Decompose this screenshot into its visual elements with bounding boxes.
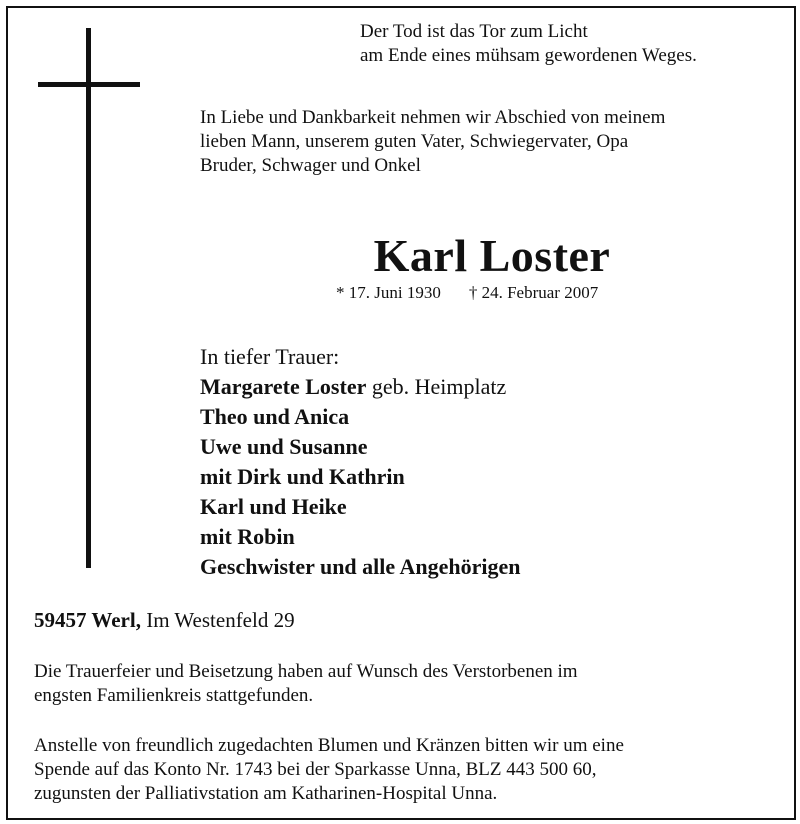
cross-icon-bar <box>38 82 140 87</box>
donation-line: Anstelle von freundlich zugedachten Blumen und Kränzen bitten wir um eine <box>34 735 624 756</box>
intro-line: Bruder, Schwager und Onkel <box>200 155 421 176</box>
mourner-maiden-name: geb. Heimplatz <box>366 374 507 399</box>
intro-text <box>200 106 665 178</box>
quote-line: Der Tod ist das Tor zum Licht <box>360 21 588 42</box>
donation-line: Spende auf das Konto Nr. 1743 bei der Sparkasse Unna, BLZ 443 500 60, <box>34 759 597 780</box>
life-dates <box>336 282 598 304</box>
notice-line: engsten Familienkreis stattgefunden. <box>34 685 314 706</box>
mourner-line: mit Dirk und Kathrin <box>200 464 405 489</box>
mourners-heading: In tiefer Trauer: <box>200 344 340 369</box>
mourner-line: mit Robin <box>200 524 295 549</box>
deceased-name: Karl Loster <box>373 230 611 281</box>
mourner-line: Theo und Anica <box>200 404 350 429</box>
donation-notice <box>34 734 624 806</box>
notice-line: Die Trauerfeier und Beisetzung haben auf Wunsch des Verstorbenen im <box>34 661 578 682</box>
death-date: † 24. Februar 2007 <box>468 283 599 302</box>
mourner-line <box>200 372 520 402</box>
mourners-list <box>200 342 520 582</box>
donation-line: zugunsten der Palliativstation am Katharinen-Hospital Unna. <box>34 783 498 804</box>
address-street: Im Westenfeld 29 <box>140 608 295 632</box>
mourner-line: Karl und Heike <box>200 494 347 519</box>
cross-icon <box>86 28 91 568</box>
address-city: 59457 Werl, <box>34 608 141 632</box>
address <box>34 606 295 634</box>
intro-line: lieben Mann, unserem guten Vater, Schwiegervater, Opa <box>200 131 629 152</box>
mourner-line: Uwe und Susanne <box>200 434 368 459</box>
quote <box>360 20 697 68</box>
intro-line: In Liebe und Dankbarkeit nehmen wir Abschied von meinem <box>200 107 666 128</box>
mourner-name: Margarete Loster <box>200 374 367 399</box>
birth-date: * 17. Juni 1930 <box>336 283 441 302</box>
funeral-notice <box>34 660 578 708</box>
quote-line: am Ende eines mühsam gewordenen Weges. <box>360 45 697 66</box>
mourner-line: Geschwister und alle Angehörigen <box>200 554 521 579</box>
